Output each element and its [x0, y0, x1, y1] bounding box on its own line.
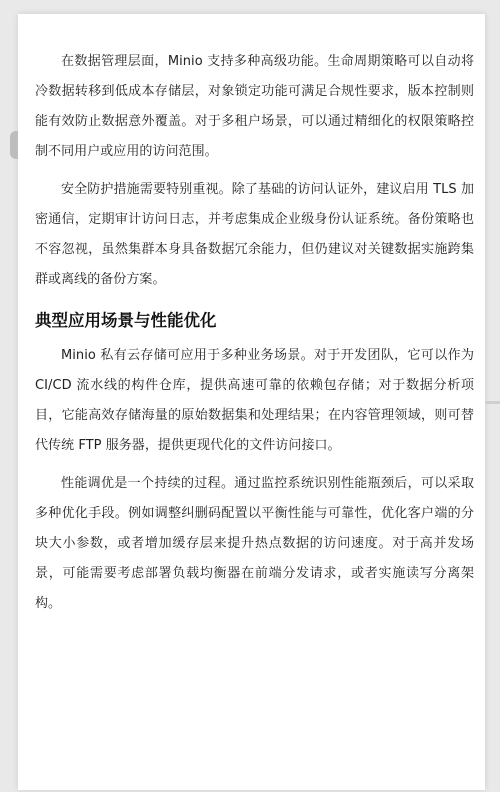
document-body — [35, 47, 474, 619]
section-heading: 典型应用场景与性能优化 — [35, 311, 217, 330]
document-page — [18, 14, 485, 790]
paragraph-data-management: 在数据管理层面，Minio 支持多种高级功能。生命周期策略可以自动将冷数据转移到低成本存储层，对象锁定功能可满足合规性要求，版本控制则能有效防止数据意外覆盖。对于多租户场景，可以通过精细化的权限策略控制不同用户或应用的访问范围。 — [35, 54, 474, 159]
scroll-edge-marker — [10, 131, 18, 159]
paragraph-performance: 性能调优是一个持续的过程。通过监控系统识别性能瓶颈后，可以采取多种优化手段。例如调整纠删码配置以平衡性能与可靠性，优化客户端的分块大小参数，或者增加缓存层来提升热点数据的访问速度。对于高并发场景，可能需要考虑部署负载均衡器在前端分发请求，或者实施读写分离架构。 — [35, 476, 474, 611]
page-edge-marker — [485, 401, 500, 404]
paragraph-security: 安全防护措施需要特别重视。除了基础的访问认证外，建议启用 TLS 加密通信，定期审计访问日志，并考虑集成企业级身份认证系统。备份策略也不容忽视，虽然集群本身具备数据冗余能力，但仍建议对关键数据实施跨集群或离线的备份方案。 — [35, 182, 474, 287]
paragraph-use-cases: Minio 私有云存储可应用于多种业务场景。对于开发团队，它可以作为 CI/CD 流水线的构件仓库，提供高速可靠的依赖包存储；对于数据分析项目，它能高效存储海量的原始数据集和处理结果；在内容管理领域，则可替代传统 FTP 服务器，提供更现代化的文件访问接口。 — [35, 348, 474, 453]
